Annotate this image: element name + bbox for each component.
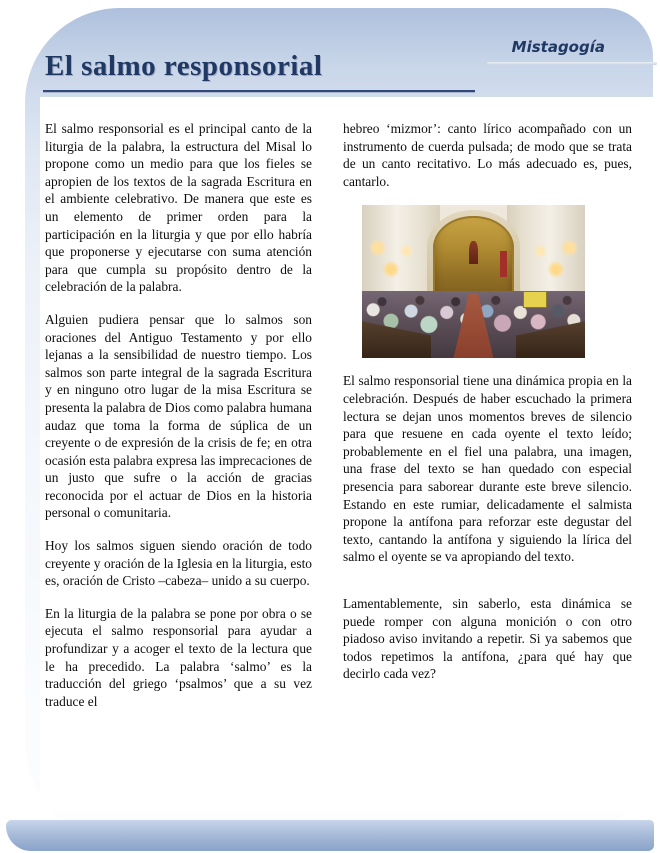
title-underline xyxy=(43,90,475,92)
right-column xyxy=(343,120,632,725)
footer-bar xyxy=(6,820,654,851)
paragraph: Lamentablemente, sin saberlo, esta dinámica se puede romper con alguna monición o con otro piadoso aviso invitando a repetir. Si ya sabemos que todos repetimos la antífona, ¿para qué hay que decirlo cada vez? xyxy=(343,595,632,682)
paragraph: El salmo responsorial tiene una dinámica propia en la celebración. Después de haber escuchado la primera lectura se dejan unos momentos breves de silencio para que resuene en cada oyente el texto leído; probablemente en el fiel una palabra, una imagen, una frase del texto se han quedado con especial presencia para saborear durante este breve silencio. Estando en este rumiar, delicadamente el salmista propone la antífona para reforzar este degustar del texto, cantando la antífona y siguiendo la lírica del salmo el oyente se va apropiando del texto. xyxy=(343,373,632,565)
page-title: El salmo responsorial xyxy=(45,50,323,82)
photo-altar-niche xyxy=(469,241,479,264)
photo-red-banner xyxy=(500,251,507,277)
article-columns xyxy=(45,120,633,725)
brand-divider xyxy=(487,62,657,65)
paragraph: hebreo ‘mizmor’: canto lírico acompañado con un instrumento de cuerda pulsada; de modo que se trata de un canto recitativo. Lo más adecuado es, pues, cantarlo. xyxy=(343,121,632,189)
photo-yellow-sign xyxy=(523,291,547,308)
brand-label: Mistagogía xyxy=(511,38,605,56)
paragraph: Alguien pudiera pensar que lo salmos son oraciones del Antiguo Testamento y por ello lejanas a la sensibilidad de nuestro tiempo. Los salmos son parte integral de la sagrada Escritura y en ninguno otro lugar de la misa Escritura se presenta la palabra de Dios como palabra humana audaz que toma la forma de súplica de un creyente o de expresión de la crisis de fe; en otra ocasión esta palabra expresa las imprecaciones de un justo que sufre o la acción de gracias reconocida por el actuar de Dios en la historia personal o comunitaria. xyxy=(45,311,312,521)
church-interior-photo xyxy=(362,205,585,358)
left-column xyxy=(45,120,312,725)
paragraph: El salmo responsorial es el principal canto de la liturgia de la palabra, la estructura del Misal lo propone como un medio para que los fieles se apropien de los textos de la sagrada Escritura en el ambiente celebrativo. De manera que este es un elemento de primer orden para la participación en la liturgia y que por ello habría que proponerse y ejecutarse con suma atención para que cumpla su propósito dentro de la celebración de la palabra. xyxy=(45,121,312,295)
paragraph: En la liturgia de la palabra se pone por obra o se ejecuta el salmo responsorial para ayudar a profundizar y a acoger el texto de la lectura que le ha precedido. La palabra ‘salmo’ es la traducción del griego ‘psalmos’ que a su vez traduce el xyxy=(45,605,312,709)
paragraph: Hoy los salmos siguen siendo oración de todo creyente y oración de la Iglesia en la liturgia, esto es, oración de Cristo –cabeza– unido a su cuerpo. xyxy=(45,538,312,589)
